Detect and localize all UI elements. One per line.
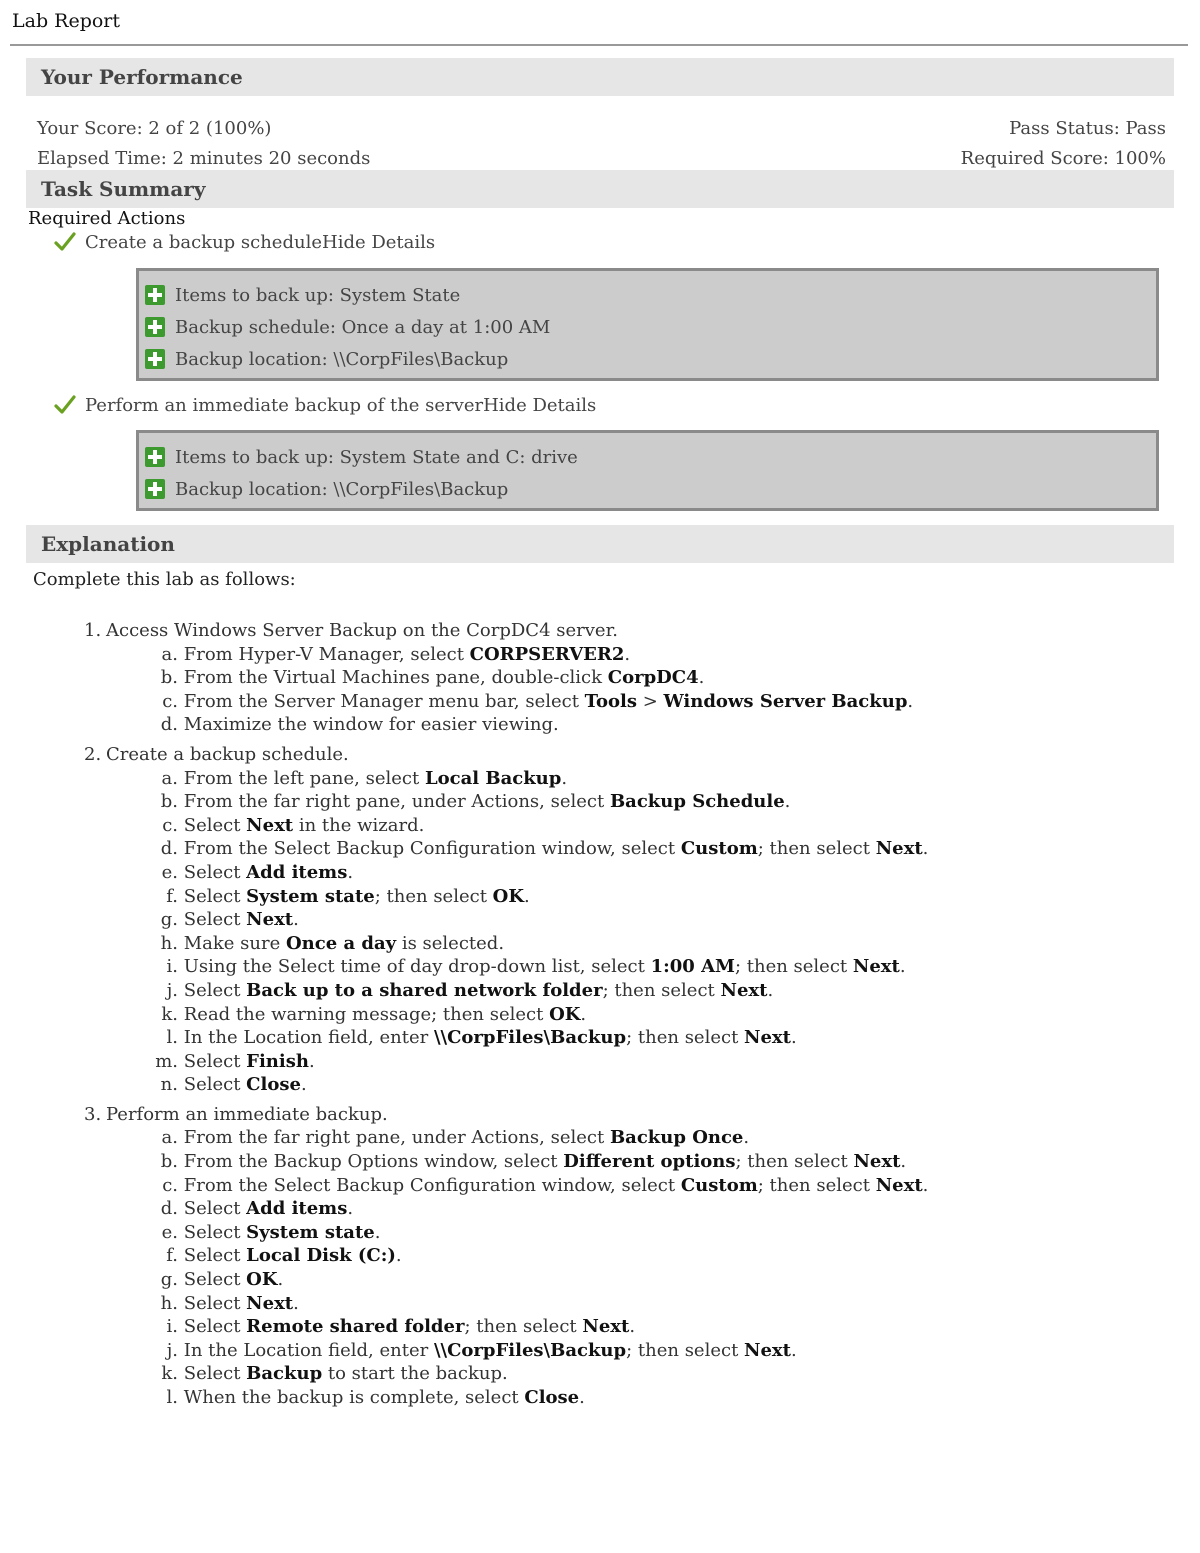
sub-step-letter: l. — [166, 1387, 178, 1408]
text-run: Select — [183, 1363, 247, 1385]
detail-item — [145, 311, 1156, 343]
detail-item — [145, 441, 1156, 473]
sub-step — [84, 1026, 1184, 1050]
sub-step-text — [178, 885, 530, 909]
sub-step — [84, 643, 1184, 667]
text-run: Select — [183, 1269, 247, 1291]
check-icon — [54, 231, 76, 253]
text-run: Select — [183, 1292, 247, 1314]
sub-step-letter: c. — [162, 690, 178, 712]
sub-step-text — [178, 1339, 797, 1363]
required-score-text: Required Score: 100% — [960, 148, 1166, 169]
detail-item — [145, 279, 1156, 311]
sub-step — [84, 1126, 1184, 1150]
sub-step-letter: b. — [160, 791, 178, 813]
text-run: From the Virtual Machines pane, double-click — [183, 667, 608, 689]
text-run: . — [561, 767, 568, 789]
text-run: . — [784, 791, 791, 813]
sub-step-letter: l. — [166, 1027, 178, 1049]
text-run: From the Select Backup Configuration window, select — [183, 1174, 681, 1196]
bold-term: Tools — [584, 690, 637, 712]
sub-step — [84, 1339, 1184, 1363]
text-run: Select — [183, 979, 247, 1001]
sub-step — [84, 1386, 1184, 1410]
bold-term: Windows Server Backup — [663, 690, 908, 712]
bold-term: System state — [246, 885, 375, 907]
sub-step-letter: k. — [161, 1003, 178, 1025]
sub-step-text — [178, 1386, 585, 1410]
text-run: . — [308, 1050, 315, 1072]
text-run: is selected. — [396, 932, 505, 954]
sub-step — [84, 713, 1184, 737]
text-run: From the Backup Options window, select — [183, 1151, 564, 1173]
sub-step-letter: b. — [160, 667, 178, 689]
step-text: Create a backup schedule. — [106, 743, 349, 765]
text-run: . — [374, 1221, 381, 1243]
step-number: 2. — [84, 743, 102, 765]
sub-step-text — [178, 1050, 315, 1074]
text-run: In the Location field, enter — [183, 1027, 434, 1049]
hide-details-link[interactable]: Hide Details — [483, 394, 597, 416]
sub-step-text — [178, 1221, 380, 1245]
sub-step-text — [178, 1362, 508, 1386]
text-run: . — [624, 643, 631, 665]
sub-step — [84, 979, 1184, 1003]
sub-step-text — [178, 1244, 402, 1268]
text-run: . — [907, 690, 914, 712]
text-run: Maximize the window for easier viewing. — [183, 714, 559, 736]
sub-step-letter: c. — [162, 1174, 178, 1196]
sub-step — [84, 1221, 1184, 1245]
bold-term: OK — [246, 1269, 278, 1291]
task-item — [54, 394, 596, 416]
sub-step-letter: d. — [160, 1198, 178, 1220]
bold-term: Add items — [246, 861, 348, 883]
sub-step-letter: m. — [155, 1050, 178, 1072]
bold-term: 1:00 AM — [650, 956, 735, 978]
text-run: . — [580, 1003, 587, 1025]
text-run: . — [300, 1074, 307, 1096]
elapsed-time-text: Elapsed Time: 2 minutes 20 seconds — [37, 148, 371, 169]
sub-step-letter: g. — [160, 1269, 178, 1291]
sub-step-text — [178, 1197, 353, 1221]
sub-step — [84, 666, 1184, 690]
sub-step-text — [178, 955, 906, 979]
score-text: Your Score: 2 of 2 (100%) — [37, 118, 272, 139]
text-run: . — [293, 909, 299, 931]
text-run: . — [277, 1269, 284, 1291]
text-run: ; then select — [757, 1174, 876, 1196]
sub-step-text — [178, 1026, 797, 1050]
sub-step — [84, 885, 1184, 909]
sub-step — [84, 767, 1184, 791]
text-run: to start the backup. — [322, 1363, 508, 1385]
bold-term: Close — [246, 1074, 301, 1096]
text-run: . — [922, 838, 929, 860]
text-run: . — [900, 1151, 907, 1173]
task-label: Perform an immediate backup of the server — [85, 394, 484, 416]
text-run: . — [790, 1027, 797, 1049]
bold-term: OK — [492, 885, 524, 907]
bold-term: Next — [246, 814, 294, 836]
sub-step-letter: e. — [161, 861, 178, 883]
sub-step-text — [178, 1268, 283, 1292]
sub-step-text — [178, 861, 353, 885]
sub-step-letter: j. — [166, 979, 178, 1001]
sub-step-letter: k. — [161, 1363, 178, 1385]
bold-term: CORPSERVER2 — [469, 643, 625, 665]
detail-text: Items to back up: System State — [175, 284, 461, 306]
sub-step — [84, 1362, 1184, 1386]
sub-step-text — [178, 1150, 906, 1174]
plus-icon[interactable] — [145, 349, 165, 369]
bold-term: Finish — [246, 1050, 309, 1072]
step-number: 1. — [84, 620, 102, 641]
text-run: in the wizard. — [293, 814, 425, 836]
sub-step-text — [178, 932, 504, 956]
explanation-intro: Complete this lab as follows: — [33, 569, 296, 590]
step-text: Access Windows Server Backup on the CorpDC4 server. — [106, 620, 618, 641]
sub-step — [84, 837, 1184, 861]
step-heading — [84, 1103, 1184, 1127]
hide-details-link[interactable]: Hide Details — [322, 231, 436, 253]
text-run: Select — [183, 1316, 247, 1338]
sub-step-letter: i. — [166, 956, 178, 978]
bold-term: Next — [582, 1316, 630, 1338]
sub-step — [84, 790, 1184, 814]
text-run: . — [395, 1245, 402, 1267]
detail-item — [145, 473, 1156, 505]
text-run: . — [899, 956, 906, 978]
bold-term: Next — [744, 1339, 791, 1361]
explanation-step — [84, 1103, 1184, 1410]
sub-step-letter: h. — [160, 1292, 178, 1314]
sub-step-letter: j. — [166, 1339, 178, 1361]
sub-step-text — [178, 814, 424, 838]
text-run: Select — [183, 814, 247, 836]
sub-step-letter: i. — [166, 1316, 178, 1338]
performance-row-2 — [37, 148, 1166, 169]
detail-text: Backup schedule: Once a day at 1:00 AM — [175, 316, 551, 338]
bold-term: Add items — [246, 1198, 348, 1220]
text-run: . — [743, 1127, 750, 1149]
bold-term: Close — [524, 1387, 580, 1408]
text-run: Select — [183, 909, 247, 931]
bold-term: Local Disk (C:) — [246, 1245, 396, 1267]
task-item — [54, 231, 435, 253]
text-run: ; then select — [602, 979, 721, 1001]
sub-step-text — [178, 666, 704, 690]
bold-term: Next — [744, 1027, 791, 1049]
text-run: From the Server Manager menu bar, select — [183, 690, 585, 712]
sub-step — [84, 955, 1184, 979]
text-run: ; then select — [735, 1151, 854, 1173]
sub-step — [84, 1150, 1184, 1174]
plus-icon[interactable] — [145, 317, 165, 337]
text-run: ; then select — [464, 1316, 583, 1338]
text-run: Select — [183, 1198, 247, 1220]
sub-step-letter: b. — [160, 1151, 178, 1173]
bold-term: Different options — [563, 1151, 736, 1173]
text-run: . — [523, 885, 530, 907]
sub-step — [84, 1050, 1184, 1074]
sub-step-text — [178, 690, 913, 714]
explanation-step — [84, 743, 1184, 1097]
text-run: ; then select — [626, 1027, 745, 1049]
text-run: ; then select — [734, 956, 853, 978]
text-run: . — [698, 667, 705, 689]
text-run: ; then select — [626, 1339, 745, 1361]
sub-step-text — [178, 713, 559, 737]
detail-text: Backup location: \\CorpFiles\Backup — [175, 348, 509, 370]
text-run: ; then select — [757, 838, 876, 860]
pass-status-text: Pass Status: Pass — [1009, 118, 1166, 139]
plus-icon[interactable] — [145, 479, 165, 499]
text-run: . — [347, 861, 354, 883]
bold-term: Next — [875, 1174, 923, 1196]
text-run: . — [629, 1316, 636, 1338]
sub-step-text — [178, 1073, 307, 1097]
sub-step — [84, 1268, 1184, 1292]
sub-step-letter: c. — [162, 814, 178, 836]
text-run: . — [579, 1387, 585, 1408]
bold-term: CorpDC4 — [607, 667, 699, 689]
bold-term: Next — [853, 1151, 901, 1173]
sub-step — [84, 1003, 1184, 1027]
sub-step — [84, 908, 1184, 932]
step-text: Perform an immediate backup. — [106, 1103, 388, 1125]
bold-term: OK — [549, 1003, 581, 1025]
text-run: . — [347, 1198, 354, 1220]
title-divider — [10, 44, 1188, 46]
sub-step-letter: a. — [161, 1127, 178, 1149]
sub-step — [84, 932, 1184, 956]
sub-step-letter: g. — [160, 909, 178, 931]
plus-icon[interactable] — [145, 285, 165, 305]
detail-text: Backup location: \\CorpFiles\Backup — [175, 478, 509, 500]
text-run: Select — [183, 861, 247, 883]
text-run: Make sure — [183, 932, 286, 954]
sub-step-letter: d. — [160, 714, 178, 736]
sub-step-text — [178, 1315, 635, 1339]
text-run: . — [922, 1174, 929, 1196]
bold-term: \\CorpFiles\Backup — [433, 1027, 627, 1049]
plus-icon[interactable] — [145, 447, 165, 467]
task-details-box — [136, 268, 1159, 381]
text-run: > — [636, 690, 664, 712]
bold-term: Backup — [246, 1363, 323, 1385]
sub-step — [84, 861, 1184, 885]
task-summary-header: Task Summary — [26, 170, 1174, 208]
bold-term: Back up to a shared network folder — [246, 979, 603, 1001]
task-details-box — [136, 430, 1159, 511]
sub-step-letter: a. — [161, 643, 178, 665]
sub-step — [84, 1315, 1184, 1339]
text-run: Select — [183, 1245, 247, 1267]
sub-step-text — [178, 1126, 749, 1150]
bold-term: System state — [246, 1221, 375, 1243]
bold-term: Custom — [680, 1174, 758, 1196]
text-run: Select — [183, 1074, 247, 1096]
sub-step-text — [178, 1003, 586, 1027]
sub-step-letter: a. — [161, 767, 178, 789]
bold-term: Backup Schedule — [609, 791, 785, 813]
text-run: Read the warning message; then select — [183, 1003, 550, 1025]
explanation-steps — [84, 619, 1184, 1416]
page-title: Lab Report — [12, 10, 121, 32]
text-run: Using the Select time of day drop-down list, select — [183, 956, 651, 978]
text-run: When the backup is complete, select — [183, 1387, 525, 1408]
detail-text: Items to back up: System State and C: drive — [175, 446, 578, 468]
text-run: . — [767, 979, 774, 1001]
text-run: . — [790, 1339, 797, 1361]
bold-term: Next — [246, 1292, 294, 1314]
explanation-step — [84, 619, 1184, 737]
sub-step-letter: e. — [161, 1221, 178, 1243]
bold-term: Backup Once — [609, 1127, 744, 1149]
performance-row-1 — [37, 118, 1166, 139]
sub-step-text — [178, 837, 928, 861]
text-run: From the Select Backup Configuration window, select — [183, 838, 681, 860]
step-heading — [84, 619, 1184, 643]
sub-step — [84, 1197, 1184, 1221]
text-run: From the far right pane, under Actions, select — [183, 791, 610, 813]
bold-term: Once a day — [286, 932, 397, 954]
sub-step — [84, 1292, 1184, 1316]
sub-step — [84, 814, 1184, 838]
text-run: ; then select — [374, 885, 493, 907]
sub-step-text — [178, 1174, 928, 1198]
text-run: From the far right pane, under Actions, select — [183, 1127, 610, 1149]
sub-step-letter: n. — [160, 1074, 178, 1096]
text-run: From the left pane, select — [183, 767, 425, 789]
text-run: In the Location field, enter — [183, 1339, 434, 1361]
sub-step-text — [178, 979, 773, 1003]
sub-step-text — [178, 908, 299, 932]
text-run: . — [293, 1292, 299, 1314]
sub-step-letter: f. — [166, 885, 178, 907]
sub-step-text — [178, 767, 567, 791]
sub-step-letter: h. — [160, 932, 178, 954]
sub-step-text — [178, 1292, 299, 1316]
explanation-header: Explanation — [26, 525, 1174, 563]
text-run: Select — [183, 1050, 247, 1072]
sub-step — [84, 1073, 1184, 1097]
required-actions-label: Required Actions — [28, 208, 186, 229]
check-icon — [54, 394, 76, 416]
performance-header: Your Performance — [26, 58, 1174, 96]
sub-step-text — [178, 643, 630, 667]
sub-step-letter: d. — [160, 838, 178, 860]
sub-step-text — [178, 790, 790, 814]
task-label: Create a backup schedule — [85, 231, 322, 253]
bold-term: Remote shared folder — [246, 1316, 465, 1338]
bold-term: Custom — [680, 838, 758, 860]
bold-term: Next — [246, 909, 294, 931]
sub-step-letter: f. — [166, 1245, 178, 1267]
text-run: Select — [183, 885, 247, 907]
bold-term: Next — [875, 838, 923, 860]
bold-term: \\CorpFiles\Backup — [433, 1339, 627, 1361]
bold-term: Next — [852, 956, 900, 978]
step-number: 3. — [84, 1103, 102, 1125]
bold-term: Next — [720, 979, 768, 1001]
sub-step — [84, 1244, 1184, 1268]
sub-step — [84, 690, 1184, 714]
step-heading — [84, 743, 1184, 767]
detail-item — [145, 343, 1156, 375]
text-run: From Hyper-V Manager, select — [183, 643, 470, 665]
sub-step — [84, 1174, 1184, 1198]
text-run: Select — [183, 1221, 247, 1243]
bold-term: Local Backup — [424, 767, 562, 789]
